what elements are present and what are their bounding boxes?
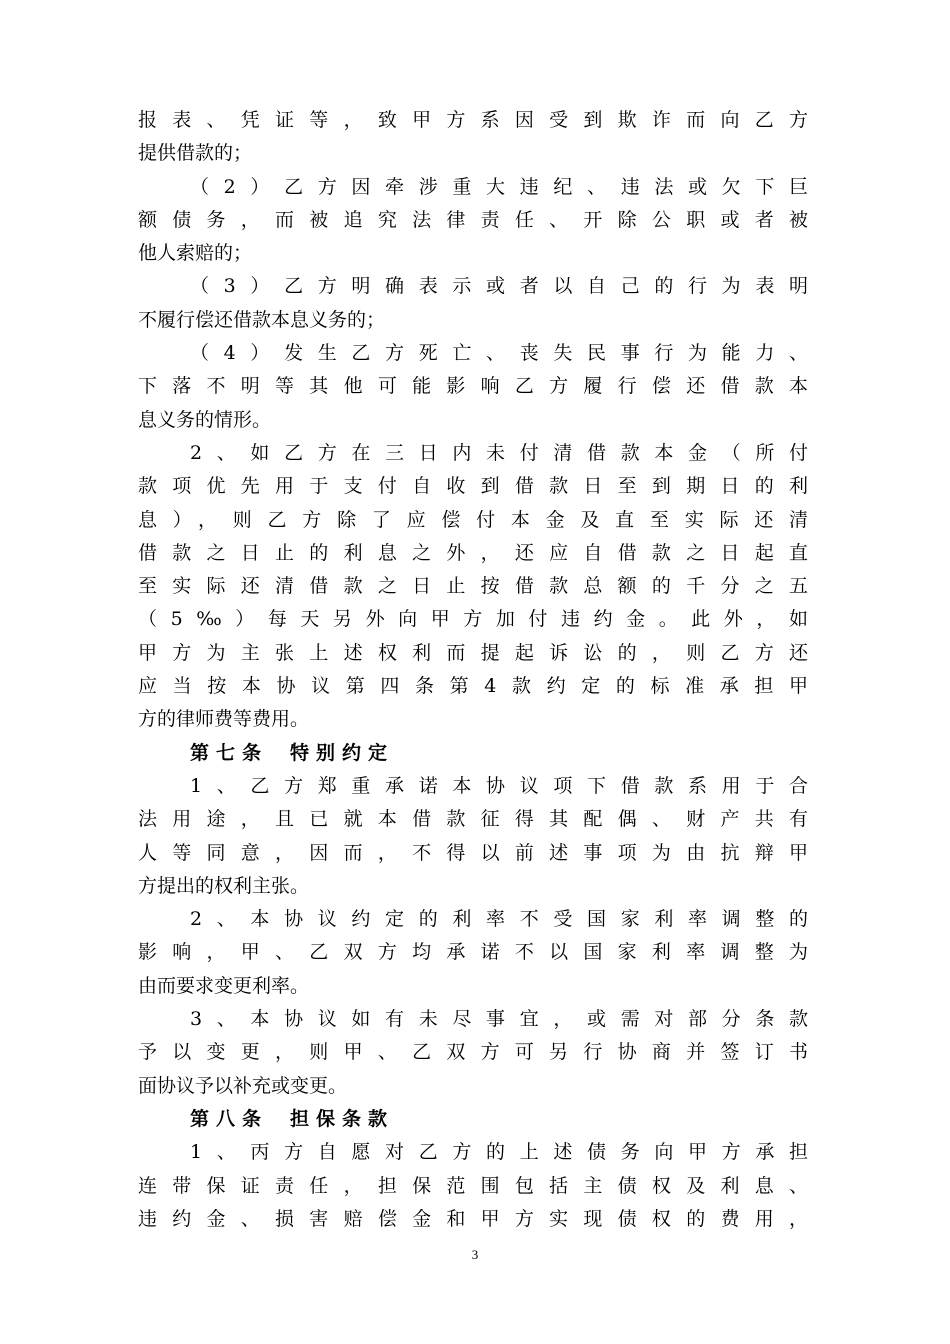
paragraph-line: 提供借款的； (138, 142, 253, 165)
paragraph-line: 方提出的权利主张。 (138, 874, 310, 897)
paragraph-line: 息），则乙方除了应偿付本金及直至实际还清 (138, 508, 808, 531)
paragraph-line: （4）发生乙方死亡、丧失民事行为能力、 (190, 342, 808, 365)
article-title: 担保条款 (290, 1107, 395, 1130)
paragraph-line: 款项优先用于支付自收到借款日至到期日的利 (138, 475, 808, 498)
paragraph-line: （2）乙方因牵涉重大违纪、违法或欠下巨 (190, 175, 808, 198)
paragraph-line: 借款之日止的利息之外，还应自借款之日起直 (138, 541, 808, 564)
paragraph-line: （3）乙方明确表示或者以自己的行为表明 (190, 275, 808, 298)
paragraph-line: 他人索赔的； (138, 242, 253, 265)
paragraph-line: 1、乙方郑重承诺本协议项下借款系用于合 (190, 774, 808, 797)
page-number: 3 (471, 1247, 479, 1262)
article-number: 第七条 (190, 741, 269, 764)
paragraph-line: （5‰）每天另外向甲方加付违约金。此外，如 (138, 608, 808, 631)
paragraph-line: 由而要求变更利率。 (138, 974, 310, 997)
article-number: 第八条 (190, 1107, 269, 1130)
paragraph-line: 甲方为主张上述权利而提起诉讼的，则乙方还 (138, 641, 808, 664)
paragraph-line: 至实际还清借款之日止按借款总额的千分之五 (138, 575, 808, 598)
paragraph-line: 不履行偿还借款本息义务的； (138, 308, 386, 331)
paragraph-line: 法用途，且已就本借款征得其配偶、财产共有 (138, 808, 808, 831)
paragraph-line: 3、本协议如有未尽事宜，或需对部分条款 (190, 1008, 808, 1031)
article-heading (138, 737, 808, 770)
paragraph-line: 人等同意，因而，不得以前述事项为由抗辩甲 (138, 841, 808, 864)
paragraph-line: 影响，甲、乙双方均承诺不以国家利率调整为 (138, 941, 808, 964)
paragraph-line: 予以变更，则甲、乙双方可另行协商并签订书 (138, 1041, 808, 1064)
paragraph-line: 息义务的情形。 (138, 408, 272, 431)
paragraph-line: 违约金、损害赔偿金和甲方实现债权的费用， (138, 1207, 808, 1230)
paragraph-line: 方的律师费等费用。 (138, 708, 310, 731)
paragraph-line: 额债务，而被追究法律责任、开除公职或者被 (138, 208, 808, 231)
paragraph-line: 报表、凭证等，致甲方系因受到欺诈而向乙方 (138, 109, 808, 131)
paragraph-line: 面协议予以补充或变更。 (138, 1074, 348, 1097)
paragraph-line: 下落不明等其他可能影响乙方履行偿还借款本 (138, 375, 808, 398)
paragraph-line: 1、丙方自愿对乙方的上述债务向甲方承担 (190, 1141, 808, 1164)
document-body (138, 104, 808, 1236)
paragraph-line: 连带保证责任，担保范围包括主债权及利息、 (138, 1174, 808, 1197)
paragraph-line: 2、本协议约定的利率不受国家利率调整的 (190, 908, 808, 931)
article-heading (138, 1103, 808, 1136)
paragraph-line: 2、如乙方在三日内未付清借款本金（所付 (190, 441, 808, 464)
article-title: 特别约定 (290, 741, 395, 764)
paragraph-line: 应当按本协议第四条第4款约定的标准承担甲 (138, 675, 808, 698)
